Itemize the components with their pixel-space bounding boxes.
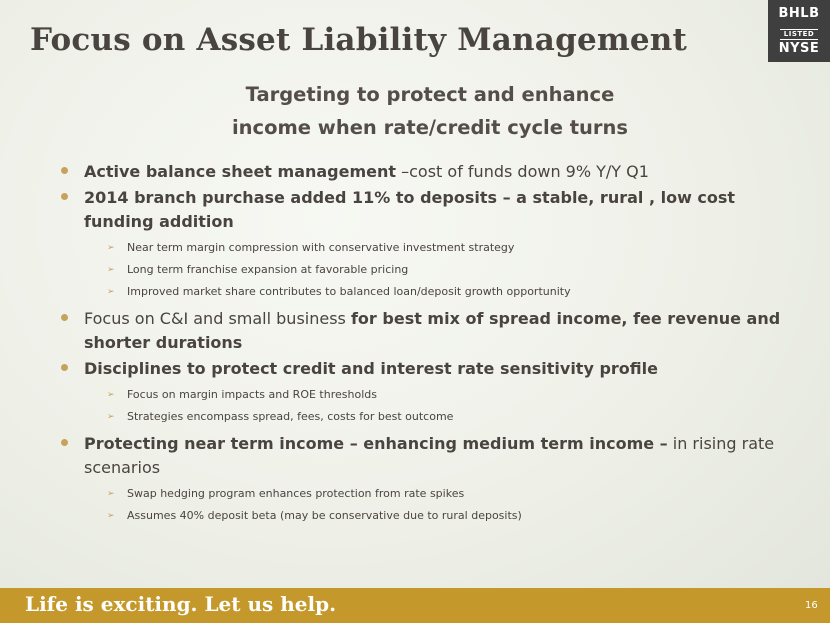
arrow-icon: ➢: [107, 265, 115, 275]
bullet-text: –cost of funds down 9% Y/Y Q1: [396, 162, 649, 181]
bullet-item: [62, 432, 802, 480]
arrow-icon: ➢: [107, 412, 115, 422]
sub-bullet-item: [62, 410, 802, 424]
bullet-dot-icon: [61, 314, 68, 321]
bullet-item: [62, 186, 802, 234]
sub-bullet-item: [62, 263, 802, 277]
sub-bullet-text: Near term margin compression with conservative investment strategy: [127, 241, 515, 254]
sub-bullet-text: Focus on margin impacts and ROE thresholds: [127, 388, 377, 401]
bullet-bold-text: Active balance sheet management: [84, 162, 397, 181]
subtitle-line-1: Targeting to protect and enhance: [245, 83, 615, 106]
logo-ticker: BHLB: [778, 6, 820, 21]
bullet-item: [62, 307, 802, 355]
footer-bar: [0, 588, 830, 623]
bullet-dot-icon: [61, 439, 68, 446]
sub-bullet-text: Assumes 40% deposit beta (may be conservative due to rural deposits): [127, 509, 522, 522]
bullet-bold-text: Protecting near term income – enhancing medium term income –: [84, 434, 668, 453]
arrow-icon: ➢: [107, 489, 115, 499]
logo-exchange: NYSE: [778, 41, 820, 56]
bullet-item: [62, 357, 802, 381]
bullet-item: [62, 160, 802, 184]
arrow-icon: ➢: [107, 287, 115, 297]
arrow-icon: ➢: [107, 243, 115, 253]
arrow-icon: ➢: [107, 390, 115, 400]
slide-title: Focus on Asset Liability Management: [30, 22, 688, 58]
bullet-bold-text: 2014 branch purchase added 11% to deposits – a stable, rural , low cost funding addition: [84, 188, 736, 231]
subtitle-line-2: income when rate/credit cycle turns: [231, 116, 629, 139]
bullet-bold-text: for best mix of spread income, fee revenue and shorter durations: [84, 309, 781, 352]
sub-bullet-text: Long term franchise expansion at favorable pricing: [127, 263, 409, 276]
bullet-dot-icon: [61, 167, 68, 174]
page-number: 16: [805, 600, 818, 611]
sub-bullet-text: Strategies encompass spread, fees, costs for best outcome: [127, 410, 454, 423]
bullet-text: Focus on C&I and small business: [84, 309, 351, 328]
footer-tagline: Life is exciting. Let us help.: [25, 592, 337, 616]
sub-bullet-item: [62, 509, 802, 523]
sub-bullet-item: [62, 285, 802, 299]
bullet-dot-icon: [61, 193, 68, 200]
slide-subtitle: [0, 78, 830, 144]
bullet-text: in rising rate scenarios: [84, 434, 775, 477]
bullet-dot-icon: [61, 364, 68, 371]
arrow-icon: ➢: [107, 511, 115, 521]
nyse-listed-logo: [768, 0, 830, 62]
sub-bullet-text: Improved market share contributes to balanced loan/deposit growth opportunity: [127, 285, 571, 298]
sub-bullet-text: Swap hedging program enhances protection from rate spikes: [127, 487, 465, 500]
sub-bullet-item: [62, 487, 802, 501]
logo-listed: LISTED: [780, 29, 818, 40]
sub-bullet-item: [62, 241, 802, 255]
bullet-bold-text: Disciplines to protect credit and interest rate sensitivity profile: [84, 359, 658, 378]
sub-bullet-item: [62, 388, 802, 402]
bullet-list: [62, 160, 802, 531]
